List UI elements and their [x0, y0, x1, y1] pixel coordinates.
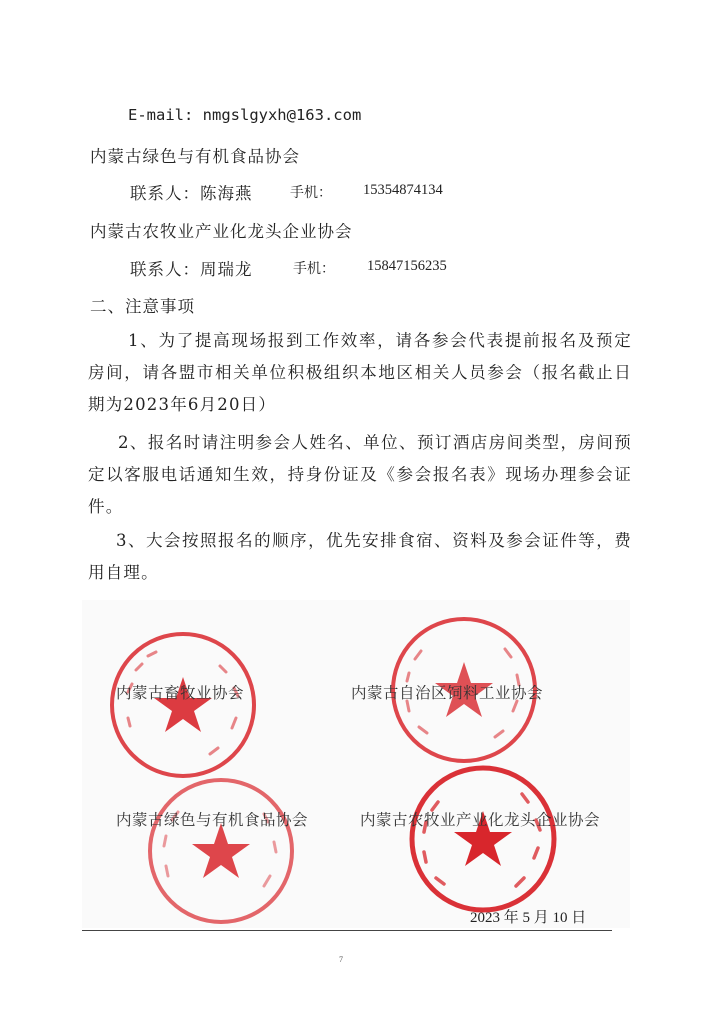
phone-label-2: 手机：	[293, 262, 335, 277]
contact-person-2: 联系人：周瑞龙	[130, 260, 253, 279]
seal-4-stamp	[408, 764, 558, 914]
page-number: 7	[339, 955, 343, 964]
contact-person-1: 联系人：陈海燕	[130, 184, 253, 203]
document-date: 2023 年 5 月 10 日	[470, 910, 587, 926]
signatory-4: 内蒙古农牧业产业化龙头企业协会	[360, 811, 601, 829]
signatory-3: 内蒙古绿色与有机食品协会	[116, 811, 309, 829]
footer-rule	[82, 930, 612, 931]
contact-org-1: 内蒙古绿色与有机食品协会	[90, 147, 300, 166]
email-line: E-mail: nmgslgyxh@163.com	[128, 106, 362, 124]
seal-1-stamp	[108, 630, 258, 780]
contact-org-2: 内蒙古农牧业产业化龙头企业协会	[90, 222, 353, 241]
phone-number-2: 15847156235	[367, 258, 447, 274]
note-2: 2、报名时请注明参会人姓名、单位、预订酒店房间类型，房间预定以客服电话通知生效，持身份证及《参会报名表》现场办理参会证件。	[88, 433, 632, 516]
seal-3-stamp	[146, 776, 296, 926]
signatory-2: 内蒙古自治区饲料工业协会	[351, 684, 544, 702]
phone-number-1: 15354874134	[363, 182, 443, 198]
note-1: 1、为了提高现场报到工作效率，请各参会代表提前报名及预定房间，请各盟市相关单位积极组织本地区相关人员参会（报名截止日期为2023年6月20日）	[88, 331, 632, 414]
phone-label-1: 手机：	[290, 186, 332, 201]
signatory-1: 内蒙古畜牧业协会	[116, 684, 245, 702]
note-3: 3、大会按照报名的顺序，优先安排食宿、资料及参会证件等，费用自理。	[88, 531, 632, 582]
section-heading: 二、注意事项	[90, 297, 195, 316]
